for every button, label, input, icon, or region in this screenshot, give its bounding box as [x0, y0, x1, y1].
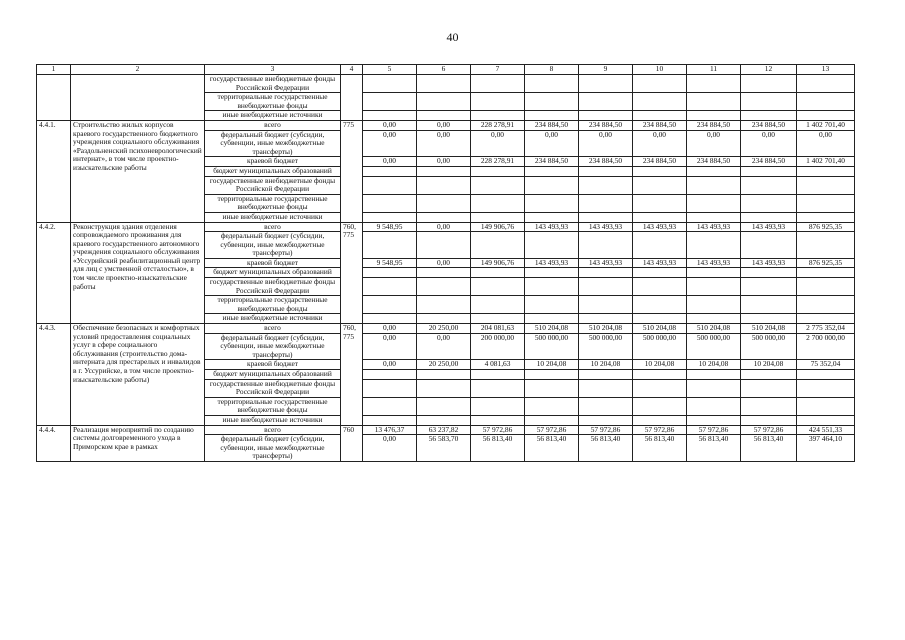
value-cell: 500 000,00	[687, 333, 741, 360]
value-cell	[687, 379, 741, 397]
value-cell: 0,00	[363, 324, 417, 334]
value-cell: 234 884,50	[741, 120, 797, 130]
measure-name: Реконструкция здания отделения сопровождаемого проживания для краевого государственного автономного учреждения социального обслуживания «Уссурийский реабилитационный центр для лиц с умственной отсталостью», в том числе проектно-изыскательские работы	[71, 222, 205, 324]
value-cell: 57 972,86	[471, 425, 525, 435]
funding-source-cell: федеральный бюджет (субсидии, субвенции, иные межбюджетные трансферты)	[205, 130, 341, 157]
value-cell: 0,00	[363, 120, 417, 130]
value-cell	[633, 268, 687, 278]
value-cell	[579, 212, 633, 222]
measure-name: Строительство жилых корпусов краевого государственного бюджетного учреждения социального обслуживания «Раздольненский психоневрологический интернат», в том числе проектно-изыскательские работы	[71, 120, 205, 222]
value-cell	[525, 379, 579, 397]
value-cell	[687, 370, 741, 380]
value-cell	[687, 397, 741, 415]
value-cell: 0,00	[633, 130, 687, 157]
value-cell: 9 548,95	[363, 222, 417, 232]
value-cell	[579, 268, 633, 278]
value-cell	[471, 370, 525, 380]
value-cell	[633, 111, 687, 121]
value-cell	[633, 194, 687, 212]
value-cell	[525, 415, 579, 425]
value-cell	[525, 194, 579, 212]
value-cell	[525, 212, 579, 222]
value-cell: 0,00	[579, 130, 633, 157]
value-cell	[633, 278, 687, 296]
value-cell: 500 000,00	[525, 333, 579, 360]
value-cell	[471, 379, 525, 397]
value-cell: 500 000,00	[633, 333, 687, 360]
column-number-header: 2	[71, 65, 205, 75]
funding-source-cell: иные внебюджетные источники	[205, 212, 341, 222]
value-cell	[363, 232, 417, 259]
value-cell	[417, 176, 471, 194]
value-cell	[741, 166, 797, 176]
funding-source-cell: краевой бюджет	[205, 258, 341, 268]
value-cell	[417, 278, 471, 296]
value-cell	[797, 93, 855, 111]
value-cell: 234 884,50	[687, 120, 741, 130]
value-cell	[579, 111, 633, 121]
value-cell	[633, 166, 687, 176]
value-cell	[741, 176, 797, 194]
value-cell: 10 204,08	[633, 360, 687, 370]
value-cell	[417, 75, 471, 93]
value-cell	[797, 194, 855, 212]
value-cell: 10 204,08	[579, 360, 633, 370]
value-cell	[797, 232, 855, 259]
value-cell	[741, 397, 797, 415]
value-cell	[579, 314, 633, 324]
value-cell: 0,00	[417, 157, 471, 167]
funding-source-cell: всего	[205, 120, 341, 130]
value-cell	[579, 232, 633, 259]
value-cell: 397 464,10	[797, 435, 855, 462]
value-cell: 149 906,76	[471, 258, 525, 268]
budget-table	[36, 64, 855, 462]
value-cell: 2 700 000,00	[797, 333, 855, 360]
funding-source-cell: территориальные государственные внебюджетные фонды	[205, 296, 341, 314]
value-cell: 56 813,40	[579, 435, 633, 462]
value-cell	[471, 296, 525, 314]
value-cell: 143 493,93	[741, 258, 797, 268]
value-cell	[471, 415, 525, 425]
value-cell	[633, 75, 687, 93]
value-cell	[797, 296, 855, 314]
funding-source-cell: территориальные государственные внебюджетные фонды	[205, 93, 341, 111]
value-cell	[633, 415, 687, 425]
value-cell	[417, 296, 471, 314]
value-cell: 57 972,86	[633, 425, 687, 435]
value-cell: 234 884,50	[525, 120, 579, 130]
value-cell: 56 813,40	[471, 435, 525, 462]
row-name-cell	[71, 75, 205, 121]
value-cell	[471, 194, 525, 212]
value-cell: 143 493,93	[579, 222, 633, 232]
row-code-cell	[37, 75, 71, 121]
value-cell	[797, 370, 855, 380]
value-cell: 200 000,00	[471, 333, 525, 360]
value-cell	[687, 75, 741, 93]
column-number-header: 8	[525, 65, 579, 75]
value-cell: 204 081,63	[471, 324, 525, 334]
measure-name: Реализация мероприятий по созданию системы долговременного ухода в Приморском крае в рамках	[71, 425, 205, 461]
funding-source-cell: иные внебюджетные источники	[205, 314, 341, 324]
value-cell: 0,00	[417, 333, 471, 360]
value-cell: 10 204,08	[525, 360, 579, 370]
column-number-header: 13	[797, 65, 855, 75]
value-cell: 143 493,93	[579, 258, 633, 268]
value-cell: 57 972,86	[741, 425, 797, 435]
value-cell	[687, 232, 741, 259]
value-cell: 57 972,86	[579, 425, 633, 435]
value-cell	[633, 314, 687, 324]
value-cell	[797, 278, 855, 296]
value-cell	[741, 370, 797, 380]
value-cell: 0,00	[363, 157, 417, 167]
value-cell	[525, 75, 579, 93]
value-cell	[417, 212, 471, 222]
value-cell: 0,00	[363, 130, 417, 157]
value-cell: 0,00	[417, 130, 471, 157]
value-cell: 234 884,50	[741, 157, 797, 167]
value-cell	[741, 232, 797, 259]
value-cell	[363, 370, 417, 380]
value-cell: 75 352,04	[797, 360, 855, 370]
value-cell	[797, 111, 855, 121]
column-number-header: 9	[579, 65, 633, 75]
value-cell	[363, 278, 417, 296]
table-row	[37, 324, 855, 334]
value-cell: 57 972,86	[525, 425, 579, 435]
value-cell	[417, 379, 471, 397]
value-cell	[687, 93, 741, 111]
value-cell	[363, 194, 417, 212]
value-cell: 876 925,35	[797, 258, 855, 268]
value-cell	[471, 397, 525, 415]
value-cell	[579, 93, 633, 111]
funding-source-cell: бюджет муниципальных образований	[205, 166, 341, 176]
page-number: 40	[446, 30, 459, 44]
value-cell	[417, 166, 471, 176]
grbs-code: 760, 775	[341, 324, 363, 426]
value-cell: 143 493,93	[633, 258, 687, 268]
funding-source-cell: федеральный бюджет (субсидии, субвенции, иные межбюджетные трансферты)	[205, 435, 341, 462]
measure-code: 4.4.1.	[37, 120, 71, 222]
value-cell	[687, 278, 741, 296]
value-cell	[471, 176, 525, 194]
value-cell	[363, 268, 417, 278]
funding-source-cell: иные внебюджетные источники	[205, 111, 341, 121]
value-cell	[363, 314, 417, 324]
value-cell: 2 775 352,04	[797, 324, 855, 334]
value-cell	[417, 111, 471, 121]
funding-source-cell: государственные внебюджетные фонды Российской Федерации	[205, 379, 341, 397]
value-cell	[525, 232, 579, 259]
value-cell	[417, 397, 471, 415]
value-cell	[687, 268, 741, 278]
funding-source-cell: федеральный бюджет (субсидии, субвенции, иные межбюджетные трансферты)	[205, 333, 341, 360]
value-cell	[471, 93, 525, 111]
column-number-header: 11	[687, 65, 741, 75]
value-cell	[471, 166, 525, 176]
value-cell: 13 476,37	[363, 425, 417, 435]
value-cell: 510 204,08	[525, 324, 579, 334]
value-cell	[741, 268, 797, 278]
value-cell	[687, 166, 741, 176]
value-cell	[687, 314, 741, 324]
value-cell	[633, 232, 687, 259]
column-number-row	[37, 65, 855, 75]
funding-source-cell: территориальные государственные внебюджетные фонды	[205, 397, 341, 415]
measure-name: Обеспечение безопасных и комфортных условий предоставления социальных услуг в сфере социального обслуживания (строительство дома-интерната для престарелых и инвалидов в г. Уссурийске, в том числе проектно-изыскательские работы)	[71, 324, 205, 426]
funding-source-cell: всего	[205, 324, 341, 334]
value-cell	[741, 379, 797, 397]
value-cell: 0,00	[363, 360, 417, 370]
value-cell	[579, 166, 633, 176]
value-cell	[579, 379, 633, 397]
value-cell	[579, 296, 633, 314]
value-cell: 149 906,76	[471, 222, 525, 232]
value-cell: 20 250,00	[417, 360, 471, 370]
value-cell	[633, 370, 687, 380]
value-cell	[417, 194, 471, 212]
value-cell: 143 493,93	[525, 222, 579, 232]
value-cell	[525, 111, 579, 121]
value-cell: 143 493,93	[525, 258, 579, 268]
value-cell	[525, 176, 579, 194]
value-cell	[741, 93, 797, 111]
value-cell	[797, 379, 855, 397]
value-cell: 876 925,35	[797, 222, 855, 232]
value-cell	[471, 75, 525, 93]
funding-source-cell: государственные внебюджетные фонды Российской Федерации	[205, 176, 341, 194]
value-cell	[525, 166, 579, 176]
value-cell	[741, 314, 797, 324]
value-cell	[363, 296, 417, 314]
value-cell: 143 493,93	[741, 222, 797, 232]
value-cell: 0,00	[741, 130, 797, 157]
grbs-code: 760	[341, 425, 363, 461]
value-cell: 10 204,08	[741, 360, 797, 370]
value-cell	[579, 397, 633, 415]
value-cell: 0,00	[363, 435, 417, 462]
column-number-header: 5	[363, 65, 417, 75]
value-cell: 4 081,63	[471, 360, 525, 370]
funding-source-cell: бюджет муниципальных образований	[205, 268, 341, 278]
value-cell	[687, 415, 741, 425]
value-cell: 0,00	[525, 130, 579, 157]
grbs-code: 775	[341, 120, 363, 222]
column-number-header: 3	[205, 65, 341, 75]
grbs-code: 760, 775	[341, 222, 363, 324]
value-cell	[797, 397, 855, 415]
value-cell: 57 972,86	[687, 425, 741, 435]
value-cell	[741, 278, 797, 296]
value-cell: 56 813,40	[525, 435, 579, 462]
column-number-header: 10	[633, 65, 687, 75]
value-cell	[525, 296, 579, 314]
value-cell: 0,00	[417, 258, 471, 268]
value-cell	[579, 75, 633, 93]
value-cell: 56 813,40	[633, 435, 687, 462]
value-cell	[525, 278, 579, 296]
measure-code: 4.4.3.	[37, 324, 71, 426]
value-cell	[525, 397, 579, 415]
value-cell: 510 204,08	[579, 324, 633, 334]
value-cell	[797, 212, 855, 222]
value-cell	[687, 111, 741, 121]
funding-source-cell: бюджет муниципальных образований	[205, 370, 341, 380]
funding-source-cell: государственные внебюджетные фонды Российской Федерации	[205, 278, 341, 296]
value-cell	[363, 212, 417, 222]
value-cell	[471, 111, 525, 121]
column-number-header: 1	[37, 65, 71, 75]
value-cell: 234 884,50	[525, 157, 579, 167]
value-cell	[633, 379, 687, 397]
value-cell	[363, 93, 417, 111]
table-row	[37, 120, 855, 130]
value-cell	[741, 75, 797, 93]
value-cell: 228 278,91	[471, 157, 525, 167]
value-cell: 56 813,40	[687, 435, 741, 462]
funding-source-cell: всего	[205, 425, 341, 435]
table-row	[37, 222, 855, 232]
value-cell: 56 813,40	[741, 435, 797, 462]
value-cell: 0,00	[417, 222, 471, 232]
value-cell	[363, 397, 417, 415]
value-cell: 510 204,08	[687, 324, 741, 334]
value-cell	[417, 415, 471, 425]
value-cell	[363, 176, 417, 194]
funding-source-cell: федеральный бюджет (субсидии, субвенции, иные межбюджетные трансферты)	[205, 232, 341, 259]
value-cell	[363, 166, 417, 176]
value-cell	[417, 232, 471, 259]
value-cell: 500 000,00	[579, 333, 633, 360]
value-cell: 510 204,08	[633, 324, 687, 334]
value-cell: 234 884,50	[579, 120, 633, 130]
funding-source-cell: краевой бюджет	[205, 360, 341, 370]
value-cell	[471, 212, 525, 222]
column-number-header: 4	[341, 65, 363, 75]
value-cell	[471, 314, 525, 324]
funding-source-cell: государственные внебюджетные фонды Российской Федерации	[205, 75, 341, 93]
value-cell	[525, 93, 579, 111]
value-cell	[741, 212, 797, 222]
funding-source-cell: территориальные государственные внебюджетные фонды	[205, 194, 341, 212]
column-number-header: 6	[417, 65, 471, 75]
value-cell: 228 278,91	[471, 120, 525, 130]
value-cell	[579, 176, 633, 194]
value-cell: 9 548,95	[363, 258, 417, 268]
value-cell	[417, 314, 471, 324]
value-cell: 510 204,08	[741, 324, 797, 334]
value-cell	[417, 370, 471, 380]
value-cell	[633, 397, 687, 415]
measure-code: 4.4.4.	[37, 425, 71, 461]
value-cell	[363, 75, 417, 93]
value-cell: 0,00	[687, 130, 741, 157]
value-cell: 0,00	[471, 130, 525, 157]
value-cell	[363, 111, 417, 121]
grbs-cell	[341, 75, 363, 121]
value-cell	[797, 176, 855, 194]
value-cell	[579, 194, 633, 212]
table-row	[37, 425, 855, 435]
value-cell	[741, 111, 797, 121]
value-cell: 234 884,50	[687, 157, 741, 167]
value-cell	[633, 93, 687, 111]
value-cell	[687, 176, 741, 194]
value-cell	[797, 268, 855, 278]
value-cell: 63 237,82	[417, 425, 471, 435]
value-cell	[417, 268, 471, 278]
value-cell: 234 884,50	[633, 157, 687, 167]
value-cell: 20 250,00	[417, 324, 471, 334]
value-cell	[525, 370, 579, 380]
value-cell	[687, 296, 741, 314]
value-cell	[471, 232, 525, 259]
value-cell	[741, 194, 797, 212]
value-cell	[797, 415, 855, 425]
value-cell	[579, 370, 633, 380]
value-cell	[525, 314, 579, 324]
column-number-header: 7	[471, 65, 525, 75]
value-cell	[633, 296, 687, 314]
value-cell	[797, 75, 855, 93]
value-cell: 0,00	[417, 120, 471, 130]
value-cell	[797, 166, 855, 176]
value-cell: 10 204,08	[687, 360, 741, 370]
value-cell	[687, 212, 741, 222]
value-cell: 56 583,70	[417, 435, 471, 462]
value-cell: 234 884,50	[579, 157, 633, 167]
funding-source-cell: всего	[205, 222, 341, 232]
value-cell	[471, 278, 525, 296]
value-cell	[633, 176, 687, 194]
value-cell: 0,00	[797, 130, 855, 157]
funding-source-cell: краевой бюджет	[205, 157, 341, 167]
value-cell	[741, 415, 797, 425]
value-cell: 234 884,50	[633, 120, 687, 130]
value-cell	[633, 212, 687, 222]
value-cell: 1 402 701,40	[797, 157, 855, 167]
value-cell: 143 493,93	[687, 258, 741, 268]
value-cell	[687, 194, 741, 212]
value-cell	[797, 314, 855, 324]
value-cell: 500 000,00	[741, 333, 797, 360]
value-cell: 0,00	[363, 333, 417, 360]
value-cell: 424 551,33	[797, 425, 855, 435]
value-cell	[363, 415, 417, 425]
value-cell	[579, 415, 633, 425]
value-cell	[741, 296, 797, 314]
table-row	[37, 75, 855, 93]
value-cell	[417, 93, 471, 111]
measure-code: 4.4.2.	[37, 222, 71, 324]
value-cell	[579, 278, 633, 296]
value-cell	[471, 268, 525, 278]
value-cell	[363, 379, 417, 397]
value-cell: 143 493,93	[633, 222, 687, 232]
value-cell: 143 493,93	[687, 222, 741, 232]
column-number-header: 12	[741, 65, 797, 75]
value-cell: 1 402 701,40	[797, 120, 855, 130]
funding-source-cell: иные внебюджетные источники	[205, 415, 341, 425]
value-cell	[525, 268, 579, 278]
